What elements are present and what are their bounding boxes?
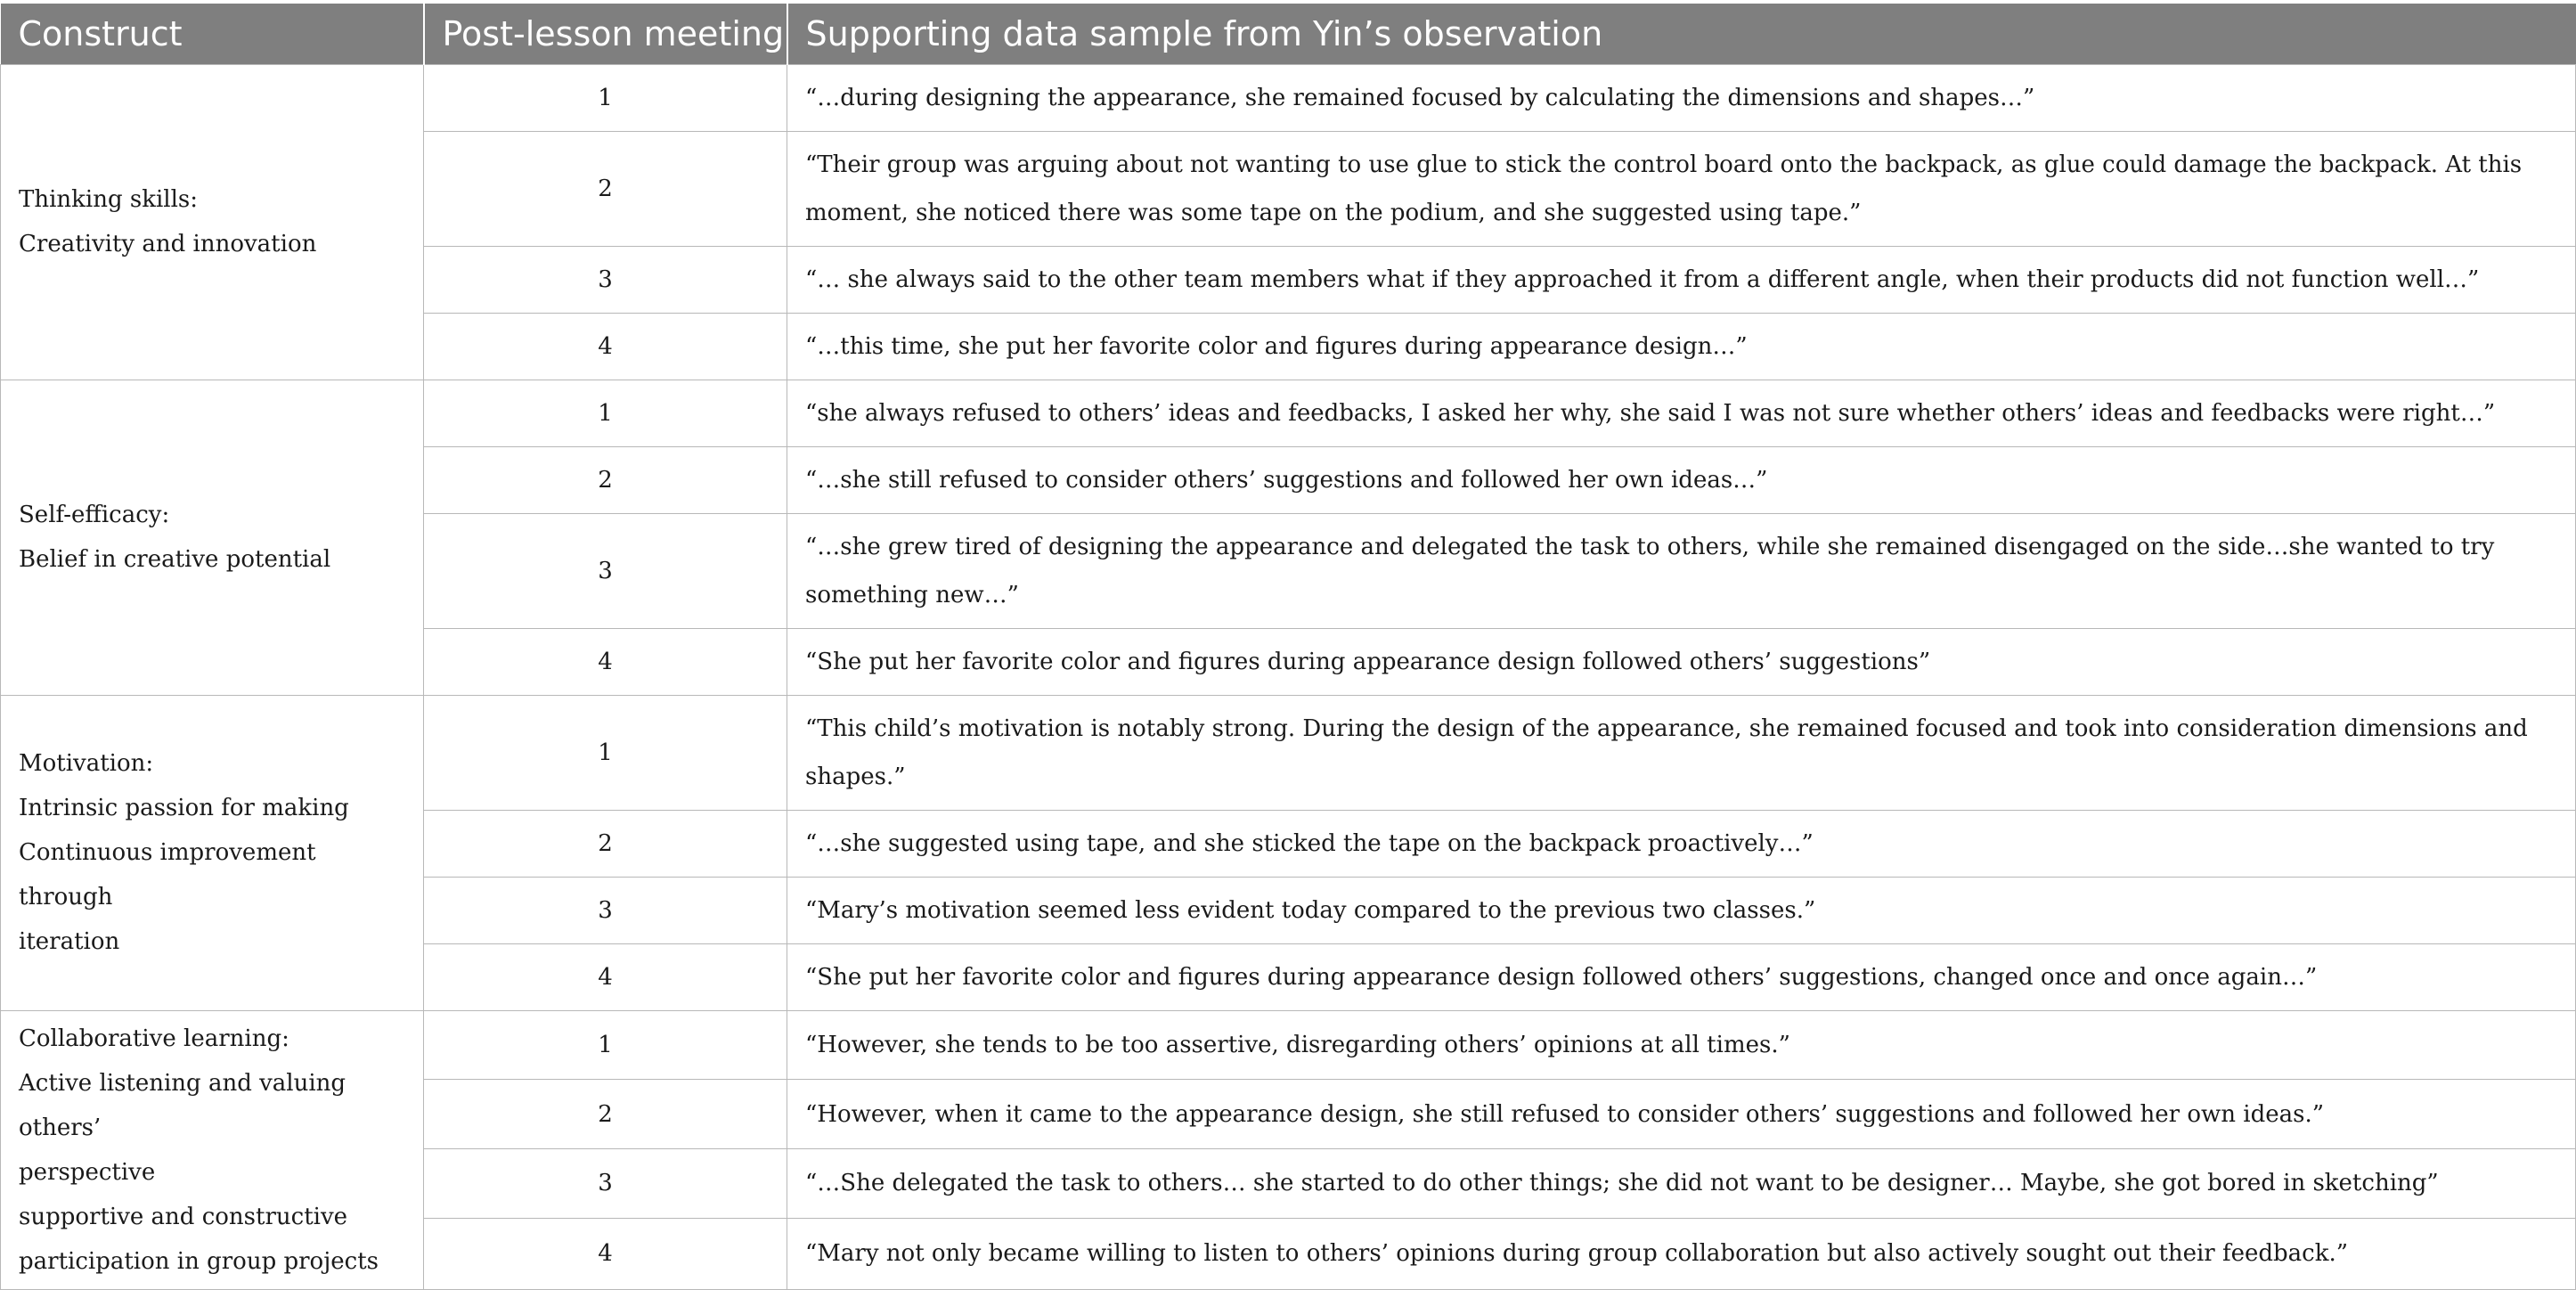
quote-cell: “Their group was arguing about not wanting to use glue to stick the control board onto the backpack, as glue could damage the backpack. At this moment, she noticed there was some tape on the podium, and she suggested using tape.”	[787, 131, 2576, 246]
meeting-cell: 2	[424, 810, 787, 877]
meeting-cell: 1	[424, 64, 787, 131]
header-meeting: Post-lesson meeting	[424, 4, 787, 64]
table-row	[1, 695, 2576, 810]
meeting-cell: 2	[424, 131, 787, 246]
construct-cell	[1, 1010, 424, 1289]
construct-line: Continuous improvement through	[19, 839, 316, 910]
quote-cell: “However, when it came to the appearance design, she still refused to consider others’ suggestions and followed her own ideas.”	[787, 1080, 2576, 1149]
observation-table	[0, 4, 2576, 1290]
header-data: Supporting data sample from Yin’s observation	[787, 4, 2576, 64]
table-row	[1, 380, 2576, 446]
construct-line: Belief in creative potential	[19, 546, 331, 573]
construct-line: Thinking skills:	[19, 186, 199, 213]
construct-line: Self-efficacy:	[19, 502, 170, 528]
construct-line: perspective	[19, 1158, 156, 1186]
construct-line: Creativity and innovation	[19, 231, 317, 257]
meeting-cell: 2	[424, 1080, 787, 1149]
quote-cell: “…she suggested using tape, and she sticked the tape on the backpack proactively…”	[787, 810, 2576, 877]
quote-cell: “This child’s motivation is notably strong. During the design of the appearance, she remained focused and took into consideration dimensions and shapes.”	[787, 695, 2576, 810]
construct-line: Collaborative learning:	[19, 1025, 289, 1052]
table-row	[1, 1010, 2576, 1080]
construct-cell	[1, 380, 424, 695]
construct-cell	[1, 64, 424, 380]
meeting-cell: 4	[424, 943, 787, 1010]
meeting-cell: 4	[424, 313, 787, 380]
meeting-cell: 4	[424, 1218, 787, 1289]
quote-cell: “…she still refused to consider others’ suggestions and followed her own ideas…”	[787, 446, 2576, 513]
header-row	[1, 4, 2576, 64]
quote-cell: “However, she tends to be too assertive, disregarding others’ opinions at all times.”	[787, 1010, 2576, 1080]
meeting-cell: 1	[424, 695, 787, 810]
quote-cell: “…during designing the appearance, she remained focused by calculating the dimensions and shapes…”	[787, 64, 2576, 131]
construct-line: supportive and constructive	[19, 1203, 348, 1230]
quote-cell: “…she grew tired of designing the appearance and delegated the task to others, while she remained disengaged on the side…she wanted to try something new…”	[787, 513, 2576, 628]
quote-cell: “…She delegated the task to others… she started to do other things; she did not want to be designer… Maybe, she got bored in sketching”	[787, 1148, 2576, 1218]
construct-line: Active listening and valuing others’	[19, 1069, 346, 1141]
header-construct: Construct	[1, 4, 424, 64]
meeting-cell: 3	[424, 513, 787, 628]
quote-cell: “Mary not only became willing to listen to others’ opinions during group collaboration but also actively sought out their feedback.”	[787, 1218, 2576, 1289]
meeting-cell: 3	[424, 877, 787, 943]
construct-cell	[1, 695, 424, 1010]
meeting-cell: 1	[424, 1010, 787, 1080]
construct-line: participation in group projects	[19, 1247, 379, 1275]
quote-cell: “She put her favorite color and figures during appearance design followed others’ suggestions”	[787, 628, 2576, 695]
quote-cell: “she always refused to others’ ideas and feedbacks, I asked her why, she said I was not sure whether others’ ideas and feedbacks were right…”	[787, 380, 2576, 446]
meeting-cell: 2	[424, 446, 787, 513]
meeting-cell: 3	[424, 1148, 787, 1218]
meeting-cell: 4	[424, 628, 787, 695]
quote-cell: “Mary’s motivation seemed less evident today compared to the previous two classes.”	[787, 877, 2576, 943]
quote-cell: “… she always said to the other team members what if they approached it from a different angle, when their products did not function well…”	[787, 246, 2576, 313]
construct-line: Motivation:	[19, 750, 154, 777]
construct-line: iteration	[19, 928, 120, 955]
quote-cell: “…this time, she put her favorite color and figures during appearance design…”	[787, 313, 2576, 380]
construct-line: Intrinsic passion for making	[19, 795, 349, 821]
quote-cell: “She put her favorite color and figures during appearance design followed others’ suggestions, changed once and once again…”	[787, 943, 2576, 1010]
table-row	[1, 64, 2576, 131]
meeting-cell: 3	[424, 246, 787, 313]
meeting-cell: 1	[424, 380, 787, 446]
